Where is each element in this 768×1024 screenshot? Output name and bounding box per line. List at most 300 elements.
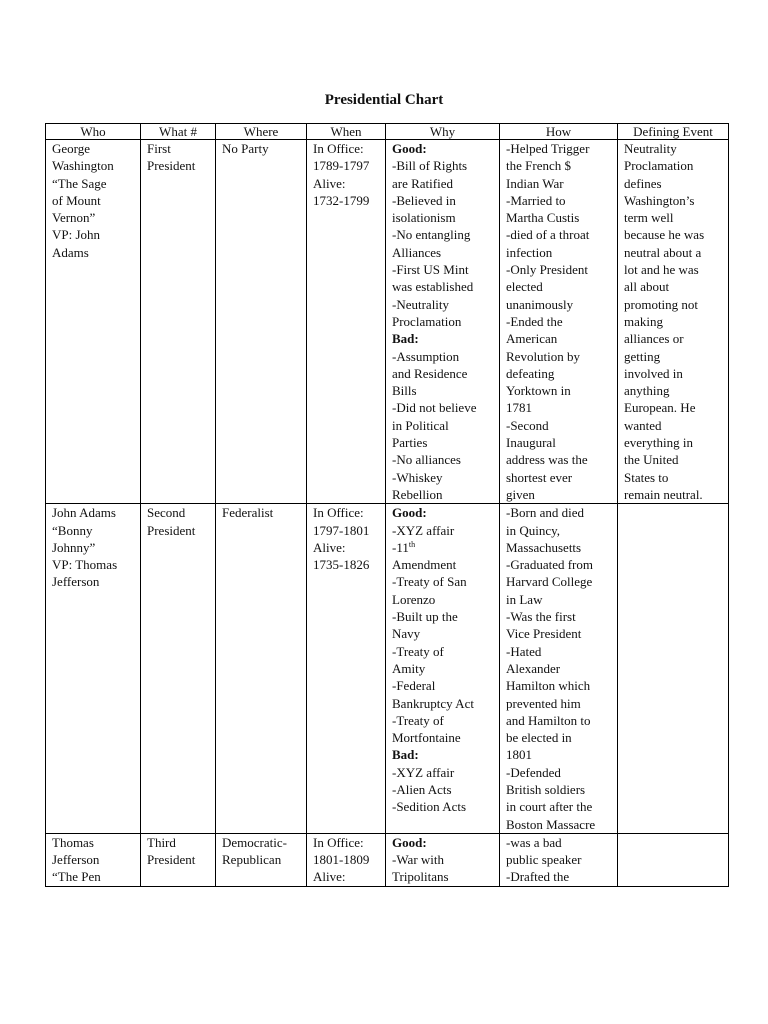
cell-line-text: Johnny” — [52, 539, 96, 555]
cell-line — [506, 434, 617, 451]
cell-line-text: Third — [147, 834, 176, 850]
cell-line — [624, 296, 728, 313]
cell-line — [624, 330, 728, 347]
cell-line-text: alliances or — [624, 331, 684, 347]
cell-line-text: In Office: — [313, 141, 364, 156]
cell-line-text: of Mount — [52, 192, 101, 208]
cell-line-text: -Married to — [506, 192, 566, 208]
cell-line — [313, 504, 385, 521]
cell-line-text: in Law — [506, 591, 543, 607]
cell-line-text: Proclamation — [392, 313, 462, 329]
column-header-why: Why — [386, 124, 500, 140]
cell-line-text: 1801 — [506, 747, 532, 763]
cell-line — [392, 591, 499, 608]
cell-line-text: Rebellion — [392, 486, 443, 502]
cell-line — [506, 746, 617, 763]
cell-line — [506, 625, 617, 642]
table-row-washington — [46, 140, 729, 504]
cell-line — [506, 140, 617, 157]
cell-line-text: President — [147, 522, 196, 538]
cell-line — [52, 140, 140, 157]
cell-line-text: given — [506, 486, 535, 502]
cell-line-text: Martha Custis — [506, 210, 580, 226]
cell-line — [392, 417, 499, 434]
cell-line — [392, 539, 499, 556]
presidential-chart-table — [45, 123, 729, 887]
cell-line-text: Neutrality — [624, 141, 677, 156]
cell-line-text: Good: — [392, 505, 427, 521]
cell-line-text: be elected in — [506, 730, 572, 746]
cell-line — [506, 643, 617, 660]
cell-line — [506, 677, 617, 694]
cell-defining-event — [618, 833, 729, 886]
cell-line — [624, 157, 728, 174]
cell-line-text: Bad: — [392, 747, 419, 763]
cell-line — [506, 451, 617, 468]
cell-line — [392, 382, 499, 399]
cell-line — [506, 608, 617, 625]
superscript: th — [408, 539, 416, 549]
cell-line-text: was established — [392, 279, 474, 295]
cell-line — [506, 157, 617, 174]
cell-line-text: the United — [624, 452, 679, 468]
cell-line-text: “The Pen — [52, 869, 101, 885]
cell-line-text: Navy — [392, 626, 421, 642]
cell-line — [624, 140, 728, 157]
cell-line — [506, 798, 617, 815]
cell-line-text: Republican — [222, 852, 282, 868]
cell-line-text: Hamilton which — [506, 678, 591, 694]
cell-line — [392, 261, 499, 278]
cell-line-text: -Ended the — [506, 313, 563, 329]
cell-line — [506, 244, 617, 261]
cell-line — [392, 140, 499, 157]
cell-line-text: 1732-1799 — [313, 192, 370, 208]
column-header-defining-event: Defining Event — [618, 124, 729, 140]
cell-line-text: -Treaty of — [392, 643, 444, 659]
cell-line — [392, 556, 499, 573]
cell-line-text: -Defended — [506, 764, 561, 780]
cell-line — [506, 539, 617, 556]
cell-line-text: Alive: — [313, 539, 346, 555]
cell-line — [392, 365, 499, 382]
cell-line-text: -Bill of Rights — [392, 158, 468, 174]
cell-line — [506, 729, 617, 746]
cell-line-text: Democratic- — [222, 834, 287, 850]
cell-line-text: Lorenzo — [392, 591, 436, 607]
cell-line — [313, 539, 385, 556]
cell-when — [307, 504, 386, 834]
cell-line-text: British soldiers — [506, 781, 586, 797]
cell-line-text: -Did not believe — [392, 400, 477, 416]
cell-line — [313, 140, 385, 157]
cell-line-text: public speaker — [506, 852, 582, 868]
cell-when — [307, 833, 386, 886]
cell-line — [624, 244, 728, 261]
cell-line-text: Jefferson — [52, 852, 100, 868]
cell-line-text: isolationism — [392, 210, 456, 226]
cell-line-text: Massachusetts — [506, 539, 582, 555]
cell-who — [46, 504, 141, 834]
cell-line-text: -Was the first — [506, 609, 576, 625]
cell-line — [506, 695, 617, 712]
cell-line-text: Harvard College — [506, 574, 593, 590]
cell-line-text: -Treaty of San — [392, 574, 467, 590]
cell-line — [624, 469, 728, 486]
cell-line — [392, 330, 499, 347]
page-title: Presidential Chart — [324, 92, 444, 108]
cell-line-text: -was a bad — [506, 834, 562, 850]
cell-why — [386, 833, 500, 886]
cell-line — [506, 399, 617, 416]
header-row — [46, 124, 729, 140]
cell-line-text: -XYZ affair — [392, 522, 455, 538]
cell-line — [506, 660, 617, 677]
cell-line-text: -Treaty of — [392, 712, 444, 728]
cell-line-text: -Graduated from — [506, 557, 593, 573]
cell-defining-event — [618, 140, 729, 504]
cell-line — [52, 504, 140, 521]
cell-who — [46, 140, 141, 504]
cell-line — [506, 192, 617, 209]
cell-line-text: -First US Mint — [392, 262, 469, 278]
cell-why — [386, 140, 500, 504]
cell-line — [506, 556, 617, 573]
cell-line-text: Alexander — [506, 660, 561, 676]
cell-line-text: unanimously — [506, 296, 574, 312]
cell-line-text: -Hated — [506, 643, 542, 659]
cell-where — [216, 504, 307, 834]
cell-line — [52, 209, 140, 226]
cell-line-text: -XYZ affair — [392, 764, 455, 780]
cell-line-text: lot and he was — [624, 262, 699, 278]
cell-line — [392, 851, 499, 868]
cell-line — [392, 660, 499, 677]
column-header-where: Where — [216, 124, 307, 140]
cell-line — [313, 175, 385, 192]
cell-line — [392, 434, 499, 451]
cell-line — [506, 330, 617, 347]
cell-line — [52, 192, 140, 209]
cell-line — [506, 469, 617, 486]
cell-line-text: anything — [624, 383, 670, 399]
table-row-jefferson — [46, 833, 729, 886]
cell-where — [216, 833, 307, 886]
cell-line — [506, 868, 617, 885]
cell-line — [506, 365, 617, 382]
cell-why — [386, 504, 500, 834]
table-row-adams — [46, 504, 729, 834]
cell-line — [52, 244, 140, 261]
cell-line — [624, 365, 728, 382]
cell-line — [624, 382, 728, 399]
cell-line-text: term well — [624, 210, 674, 226]
cell-line-text: promoting not — [624, 296, 699, 312]
cell-line-text: European. He — [624, 400, 696, 416]
cell-line — [52, 539, 140, 556]
cell-line — [506, 226, 617, 243]
cell-line-text: -11 — [392, 539, 409, 555]
cell-line-text: Amendment — [392, 557, 457, 573]
cell-line — [506, 486, 617, 503]
cell-line — [624, 313, 728, 330]
column-header-how: How — [500, 124, 618, 140]
cell-line — [147, 504, 215, 521]
cell-line-text: States to — [624, 469, 669, 485]
cell-line-text: in Quincy, — [506, 522, 561, 538]
cell-line-text: First — [147, 141, 171, 156]
cell-what — [141, 504, 216, 834]
cell-line — [624, 209, 728, 226]
cell-line-text: 1789-1797 — [313, 158, 370, 174]
cell-line — [313, 192, 385, 209]
column-header-when: When — [307, 124, 386, 140]
cell-line — [392, 209, 499, 226]
cell-where — [216, 140, 307, 504]
column-header-what: What # — [141, 124, 216, 140]
cell-line-text: defines — [624, 175, 662, 191]
cell-line — [52, 157, 140, 174]
cell-line — [506, 816, 617, 833]
cell-line-text: -Whiskey — [392, 469, 443, 485]
cell-line-text: -died of a throat — [506, 227, 590, 243]
cell-line-text: -No alliances — [392, 452, 461, 468]
cell-line-text: -Second — [506, 417, 549, 433]
cell-line-text: George — [52, 141, 91, 156]
cell-line — [392, 868, 499, 885]
cell-line — [392, 486, 499, 503]
cell-line — [313, 556, 385, 573]
cell-line — [506, 712, 617, 729]
cell-line-text: Yorktown in — [506, 383, 571, 399]
cell-line-text: the French $ — [506, 158, 571, 174]
cell-line-text: and Hamilton to — [506, 712, 591, 728]
cell-line-text: in court after the — [506, 799, 593, 815]
cell-line-text: -Believed in — [392, 192, 456, 208]
cell-line-text: Washington — [52, 158, 114, 174]
cell-line-text: -Born and died — [506, 505, 584, 521]
cell-line-text: In Office: — [313, 834, 364, 850]
cell-line-text: making — [624, 313, 663, 329]
cell-line-text: Revolution by — [506, 348, 581, 364]
cell-line — [392, 625, 499, 642]
cell-line-text: 1801-1809 — [313, 852, 370, 868]
cell-line — [52, 573, 140, 590]
cell-line — [624, 175, 728, 192]
cell-line — [506, 296, 617, 313]
cell-line-text: because he was — [624, 227, 705, 243]
cell-line-text: remain neutral. — [624, 486, 703, 502]
cell-line-text: Second — [147, 505, 186, 521]
cell-line — [506, 417, 617, 434]
cell-line-text: in Political — [392, 417, 449, 433]
cell-line-text: shortest ever — [506, 469, 573, 485]
cell-line — [147, 140, 215, 157]
cell-line — [624, 261, 728, 278]
cell-line-text: Indian War — [506, 175, 564, 191]
cell-line-text: -Only President — [506, 262, 588, 278]
cell-line-text: “Bonny — [52, 522, 93, 538]
cell-line — [506, 573, 617, 590]
cell-line-text: -Neutrality — [392, 296, 450, 312]
cell-line-text: Amity — [392, 660, 426, 676]
cell-line-text: Parties — [392, 435, 428, 451]
cell-line-text: Tripolitans — [392, 869, 449, 885]
cell-line-text: everything in — [624, 435, 693, 451]
cell-line — [506, 209, 617, 226]
cell-line — [624, 192, 728, 209]
cell-line — [222, 504, 306, 521]
cell-line-text: 1781 — [506, 400, 532, 416]
cell-line — [222, 834, 306, 851]
cell-line-text: Alliances — [392, 244, 442, 260]
cell-line — [506, 591, 617, 608]
cell-line-text: Mortfontaine — [392, 730, 461, 746]
cell-line — [392, 244, 499, 261]
cell-line — [392, 192, 499, 209]
cell-line — [506, 834, 617, 851]
cell-when — [307, 140, 386, 504]
cell-line — [392, 573, 499, 590]
cell-line-text: Bills — [392, 383, 417, 399]
cell-line — [392, 834, 499, 851]
cell-line — [506, 781, 617, 798]
cell-line-text: President — [147, 852, 196, 868]
cell-line-text: Good: — [392, 834, 427, 850]
cell-line — [624, 451, 728, 468]
cell-line-text: No Party — [222, 141, 269, 156]
cell-line — [52, 834, 140, 851]
cell-line — [392, 677, 499, 694]
cell-line — [506, 348, 617, 365]
cell-how — [500, 140, 618, 504]
cell-line-text: Jefferson — [52, 574, 100, 590]
cell-line-text: defeating — [506, 365, 555, 381]
cell-line-text: Bankruptcy Act — [392, 695, 474, 711]
cell-line-text: John Adams — [52, 505, 116, 521]
cell-line — [624, 486, 728, 503]
cell-line-text: Vernon” — [52, 210, 96, 226]
cell-line-text: VP: John — [52, 227, 101, 243]
cell-line — [392, 504, 499, 521]
cell-line-text: “The Sage — [52, 175, 107, 191]
cell-line — [52, 868, 140, 885]
cell-line — [52, 522, 140, 539]
cell-line — [506, 522, 617, 539]
cell-who — [46, 833, 141, 886]
cell-line-text: all about — [624, 279, 670, 295]
cell-line — [392, 764, 499, 781]
cell-line — [392, 695, 499, 712]
cell-line — [624, 278, 728, 295]
cell-line — [313, 834, 385, 851]
cell-line-text: -Helped Trigger — [506, 141, 590, 156]
cell-line — [506, 261, 617, 278]
cell-line — [392, 712, 499, 729]
cell-line-text: getting — [624, 348, 661, 364]
cell-how — [500, 833, 618, 886]
cell-line — [392, 729, 499, 746]
cell-line-text: 1735-1826 — [313, 557, 370, 573]
cell-line — [392, 746, 499, 763]
cell-line — [392, 157, 499, 174]
cell-line — [222, 851, 306, 868]
cell-line — [392, 313, 499, 330]
cell-line — [506, 278, 617, 295]
cell-line — [392, 522, 499, 539]
cell-line-text: involved in — [624, 365, 683, 381]
cell-line — [392, 469, 499, 486]
cell-line-text: and Residence — [392, 365, 468, 381]
cell-line — [506, 313, 617, 330]
cell-line-text: President — [147, 158, 196, 174]
cell-line — [624, 417, 728, 434]
cell-line — [506, 504, 617, 521]
cell-line-text: elected — [506, 279, 543, 295]
cell-line — [392, 278, 499, 295]
cell-line-text: prevented him — [506, 695, 581, 711]
cell-line-text: 1797-1801 — [313, 522, 370, 538]
cell-line-text: infection — [506, 244, 553, 260]
cell-line — [313, 868, 385, 885]
cell-line-text: Inaugural — [506, 435, 556, 451]
cell-how — [500, 504, 618, 834]
cell-line-text: -Alien Acts — [392, 781, 452, 797]
cell-line — [392, 781, 499, 798]
cell-line-text: are Ratified — [392, 175, 453, 191]
cell-line — [313, 851, 385, 868]
cell-line-text: -Drafted the — [506, 869, 570, 885]
cell-line — [392, 643, 499, 660]
cell-line — [624, 399, 728, 416]
cell-line-text: -No entangling — [392, 227, 471, 243]
cell-what — [141, 833, 216, 886]
cell-line-text: Bad: — [392, 331, 419, 347]
cell-line-text: address was the — [506, 452, 588, 468]
cell-line-text: -Assumption — [392, 348, 460, 364]
cell-line — [624, 348, 728, 365]
cell-line-text: Alive: — [313, 869, 346, 885]
column-header-who: Who — [46, 124, 141, 140]
cell-line-text: American — [506, 331, 558, 347]
cell-line-text: Proclamation — [624, 158, 694, 174]
cell-line-text: Adams — [52, 244, 89, 260]
cell-line-text: -Built up the — [392, 609, 458, 625]
cell-line — [392, 348, 499, 365]
cell-line — [147, 522, 215, 539]
cell-line — [624, 226, 728, 243]
cell-line-text: neutral about a — [624, 244, 702, 260]
cell-line — [506, 175, 617, 192]
cell-line — [52, 851, 140, 868]
cell-line — [392, 175, 499, 192]
cell-line — [392, 296, 499, 313]
cell-line-text: -Sedition Acts — [392, 799, 467, 815]
cell-line — [392, 451, 499, 468]
cell-line — [392, 399, 499, 416]
cell-line-text: wanted — [624, 417, 662, 433]
cell-line — [313, 522, 385, 539]
cell-defining-event — [618, 504, 729, 834]
cell-line-text: Alive: — [313, 175, 346, 191]
cell-line-text: Good: — [392, 141, 427, 156]
cell-line — [392, 226, 499, 243]
cell-what — [141, 140, 216, 504]
cell-line-text: VP: Thomas — [52, 557, 118, 573]
cell-line-text: -War with — [392, 852, 445, 868]
cell-line-text: Boston Massacre — [506, 816, 596, 832]
cell-line-text: Federalist — [222, 505, 274, 521]
